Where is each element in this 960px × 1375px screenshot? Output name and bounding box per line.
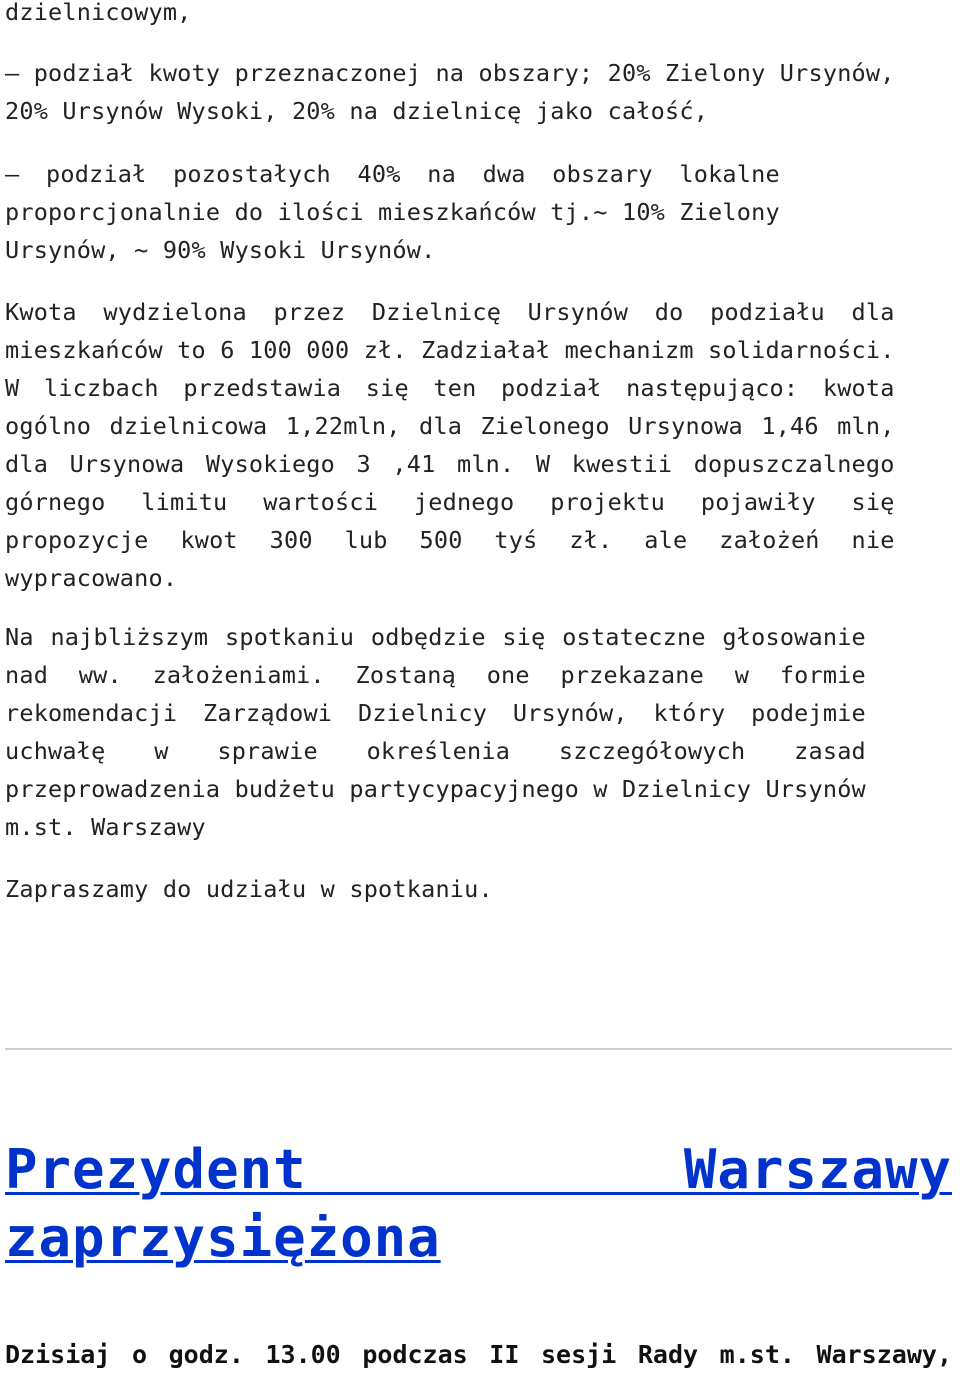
next-post-title-link[interactable] — [5, 1136, 952, 1272]
text-line: górnego limitu wartości jednego projektu pojawiły się — [5, 488, 895, 516]
post-divider — [5, 1048, 952, 1050]
text-line: Ursynów, ~ 90% Wysoki Ursynów. — [5, 236, 436, 264]
text-line: nad ww. założeniami. Zostaną one przekazane w formie — [5, 661, 866, 689]
text-line: dla Ursynowa Wysokiego 3 ,41 mln. W kwestii dopuszczalnego — [5, 450, 895, 478]
text-line: wypracowano. — [5, 564, 178, 592]
text-line: W liczbach przedstawia się ten podział następująco: kwota — [5, 374, 895, 402]
text-line: 20% Ursynów Wysoki, 20% na dzielnicę jako całość, — [5, 97, 709, 125]
text-line: Kwota wydzielona przez Dzielnicę Ursynów do podziału dla — [5, 298, 895, 326]
text-line: ogólno dzielnicowa 1,22mln, dla Zielonego Ursynowa 1,46 mln, — [5, 412, 895, 440]
text-line: – podział kwoty przeznaczonej na obszary; 20% Zielony Ursynów, — [5, 59, 895, 87]
text-line: Na najbliższym spotkaniu odbędzie się ostateczne głosowanie — [5, 623, 866, 651]
next-post-lead: Dzisiaj o godz. 13.00 podczas II sesji Rady m.st. Warszawy, — [5, 1340, 952, 1369]
text-line: rekomendacji Zarządowi Dzielnicy Ursynów, który podejmie — [5, 699, 866, 727]
text-line: przeprowadzenia budżetu partycypacyjnego w Dzielnicy Ursynów — [5, 775, 866, 803]
text-line: – podział pozostałych 40% na dwa obszary lokalne — [5, 160, 780, 188]
text-line: m.st. Warszawy — [5, 813, 206, 841]
next-post-title — [5, 1136, 952, 1272]
paragraph-split-2 — [5, 155, 780, 269]
text-line: proporcjonalnie do ilości mieszkańców tj.~ 10% Zielony — [5, 198, 780, 226]
text-line: dzielnicowym, — [5, 0, 192, 26]
paragraph-amount — [5, 293, 895, 597]
text-line: propozycje kwot 300 lub 500 tyś zł. ale założeń nie — [5, 526, 895, 554]
paragraph-invite — [5, 870, 493, 908]
paragraph-fragment — [5, 0, 192, 31]
paragraph-split-1 — [5, 54, 895, 130]
text-line: mieszkańców to 6 100 000 zł. Zadziałał mechanizm solidarności. — [5, 336, 895, 364]
text-line: uchwałę w sprawie określenia szczegółowych zasad — [5, 737, 866, 765]
paragraph-meeting — [5, 618, 866, 846]
title-line: zaprzysiężona — [5, 1206, 441, 1269]
text-line: Zapraszamy do udziału w spotkaniu. — [5, 875, 493, 903]
title-line: Prezydent Warszawy — [5, 1138, 952, 1201]
